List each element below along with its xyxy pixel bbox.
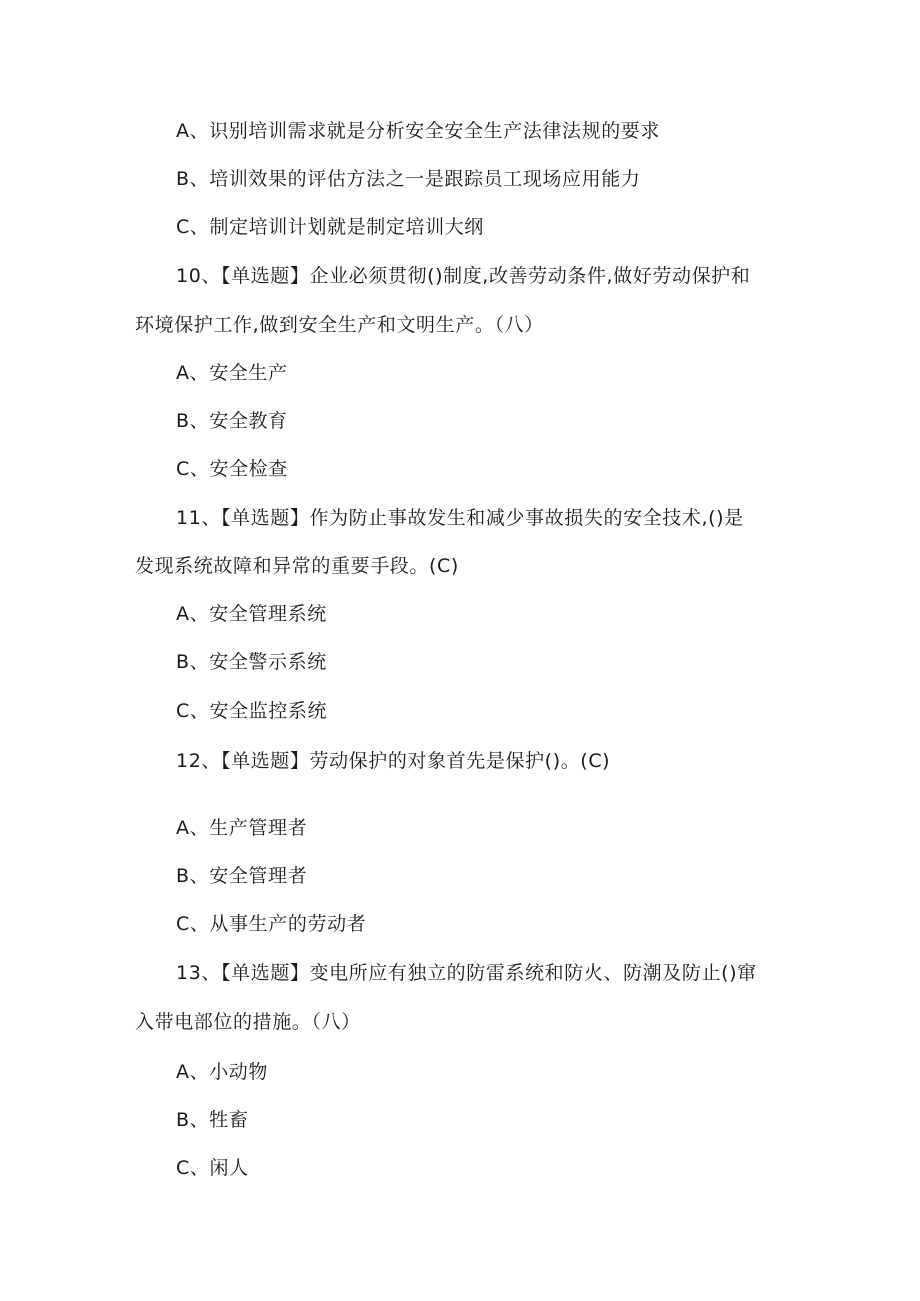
question-line: 13、【单选题】变电所应有独立的防雷系统和防火、防潮及防止()窜 <box>176 962 757 984</box>
option-line: A、识别培训需求就是分析安全安全生产法律法规的要求 <box>176 120 660 142</box>
option-line: C、从事生产的劳动者 <box>176 913 367 935</box>
option-line: A、安全生产 <box>176 362 288 384</box>
question-continuation-line: 发现系统故障和异常的重要手段。(C) <box>135 555 459 577</box>
option-line: A、安全管理系统 <box>176 603 327 625</box>
question-line: 10、【单选题】企业必须贯彻()制度,改善劳动条件,做好劳动保护和 <box>176 265 751 287</box>
option-line: C、安全监控系统 <box>176 700 328 722</box>
option-line: B、培训效果的评估方法之一是跟踪员工现场应用能力 <box>176 168 641 190</box>
option-line: C、安全检查 <box>176 458 288 480</box>
question-continuation-line: 入带电部位的措施。（八） <box>135 1011 361 1033</box>
option-line: B、安全管理者 <box>176 865 308 887</box>
option-line: A、生产管理者 <box>176 817 308 839</box>
option-line: B、安全教育 <box>176 410 288 432</box>
option-line: B、安全警示系统 <box>176 651 327 673</box>
question-line: 12、【单选题】劳动保护的对象首先是保护()。(C) <box>176 750 611 772</box>
option-line: B、牲畜 <box>176 1109 249 1131</box>
option-line: C、闲人 <box>176 1157 249 1179</box>
option-line: C、制定培训计划就是制定培训大纲 <box>176 216 484 238</box>
question-continuation-line: 环境保护工作,做到安全生产和文明生产。（八） <box>135 314 544 336</box>
option-line: A、小动物 <box>176 1061 268 1083</box>
question-line: 11、【单选题】作为防止事故发生和减少事故损失的安全技术,()是 <box>176 507 744 529</box>
